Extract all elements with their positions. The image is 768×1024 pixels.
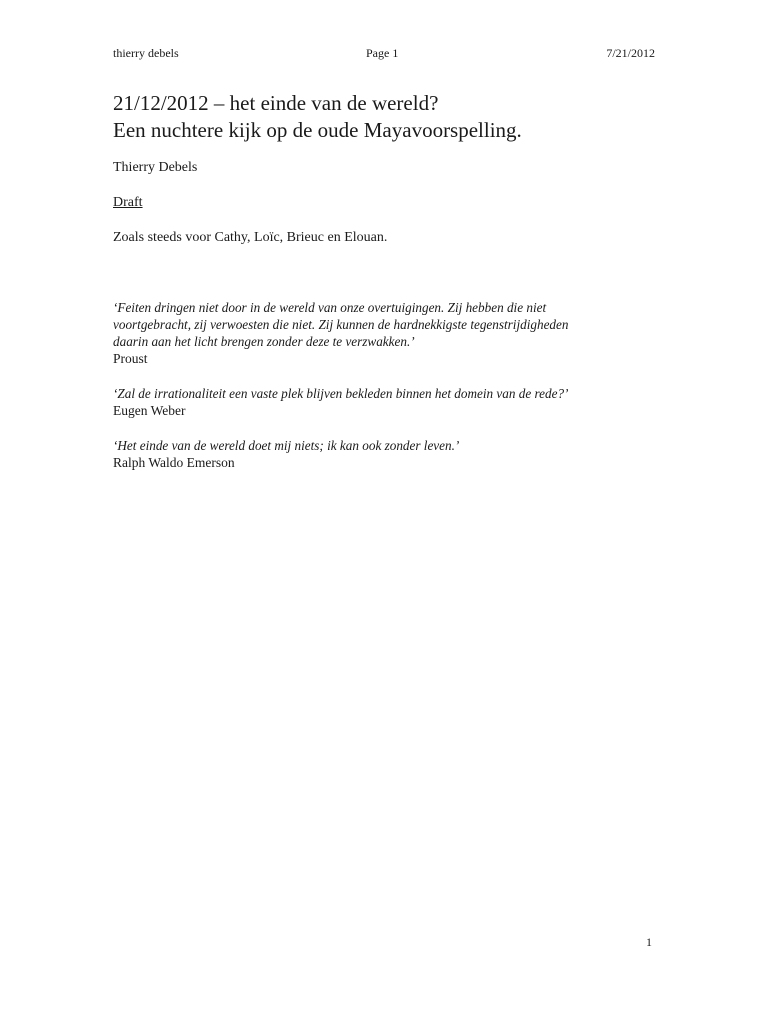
page-header [113, 44, 655, 62]
header-author: thierry debels [113, 46, 179, 60]
quote-line: daarin aan het licht brengen zonder deze te verzwakken.’ [113, 334, 415, 349]
dedication-text: Zoals steeds voor Cathy, Loïc, Brieuc en Elouan. [113, 230, 388, 245]
page-number: 1 [646, 935, 652, 949]
quote-line: voortgebracht, zij verwoesten die niet. Zij kunnen de hardnekkigste tegenstrijdigheden [113, 317, 569, 332]
title-line-1: 21/12/2012 – het einde van de wereld? [113, 91, 439, 115]
quote-line: ‘Het einde van de wereld doet mij niets; ik kan ook zonder leven.’ [113, 438, 460, 453]
draft-label: Draft [113, 195, 143, 210]
title-line-2: Een nuchtere kijk op de oude Mayavoorspelling. [113, 118, 522, 142]
header-page-label: Page 1 [366, 46, 399, 60]
quote-line: ‘Zal de irrationaliteit een vaste plek blijven bekleden binnen het domein van de rede?’ [113, 386, 569, 401]
quote-author: Eugen Weber [113, 403, 186, 418]
quote-emerson [113, 437, 653, 471]
quote-proust [113, 299, 653, 367]
quote-line: ‘Feiten dringen niet door in de wereld van onze overtuigingen. Zij hebben die niet [113, 300, 547, 315]
quote-author: Ralph Waldo Emerson [113, 455, 235, 470]
header-date: 7/21/2012 [606, 46, 655, 60]
author-name: Thierry Debels [113, 160, 198, 175]
quote-author: Proust [113, 351, 148, 366]
document-title [113, 90, 673, 144]
quote-weber [113, 385, 653, 419]
